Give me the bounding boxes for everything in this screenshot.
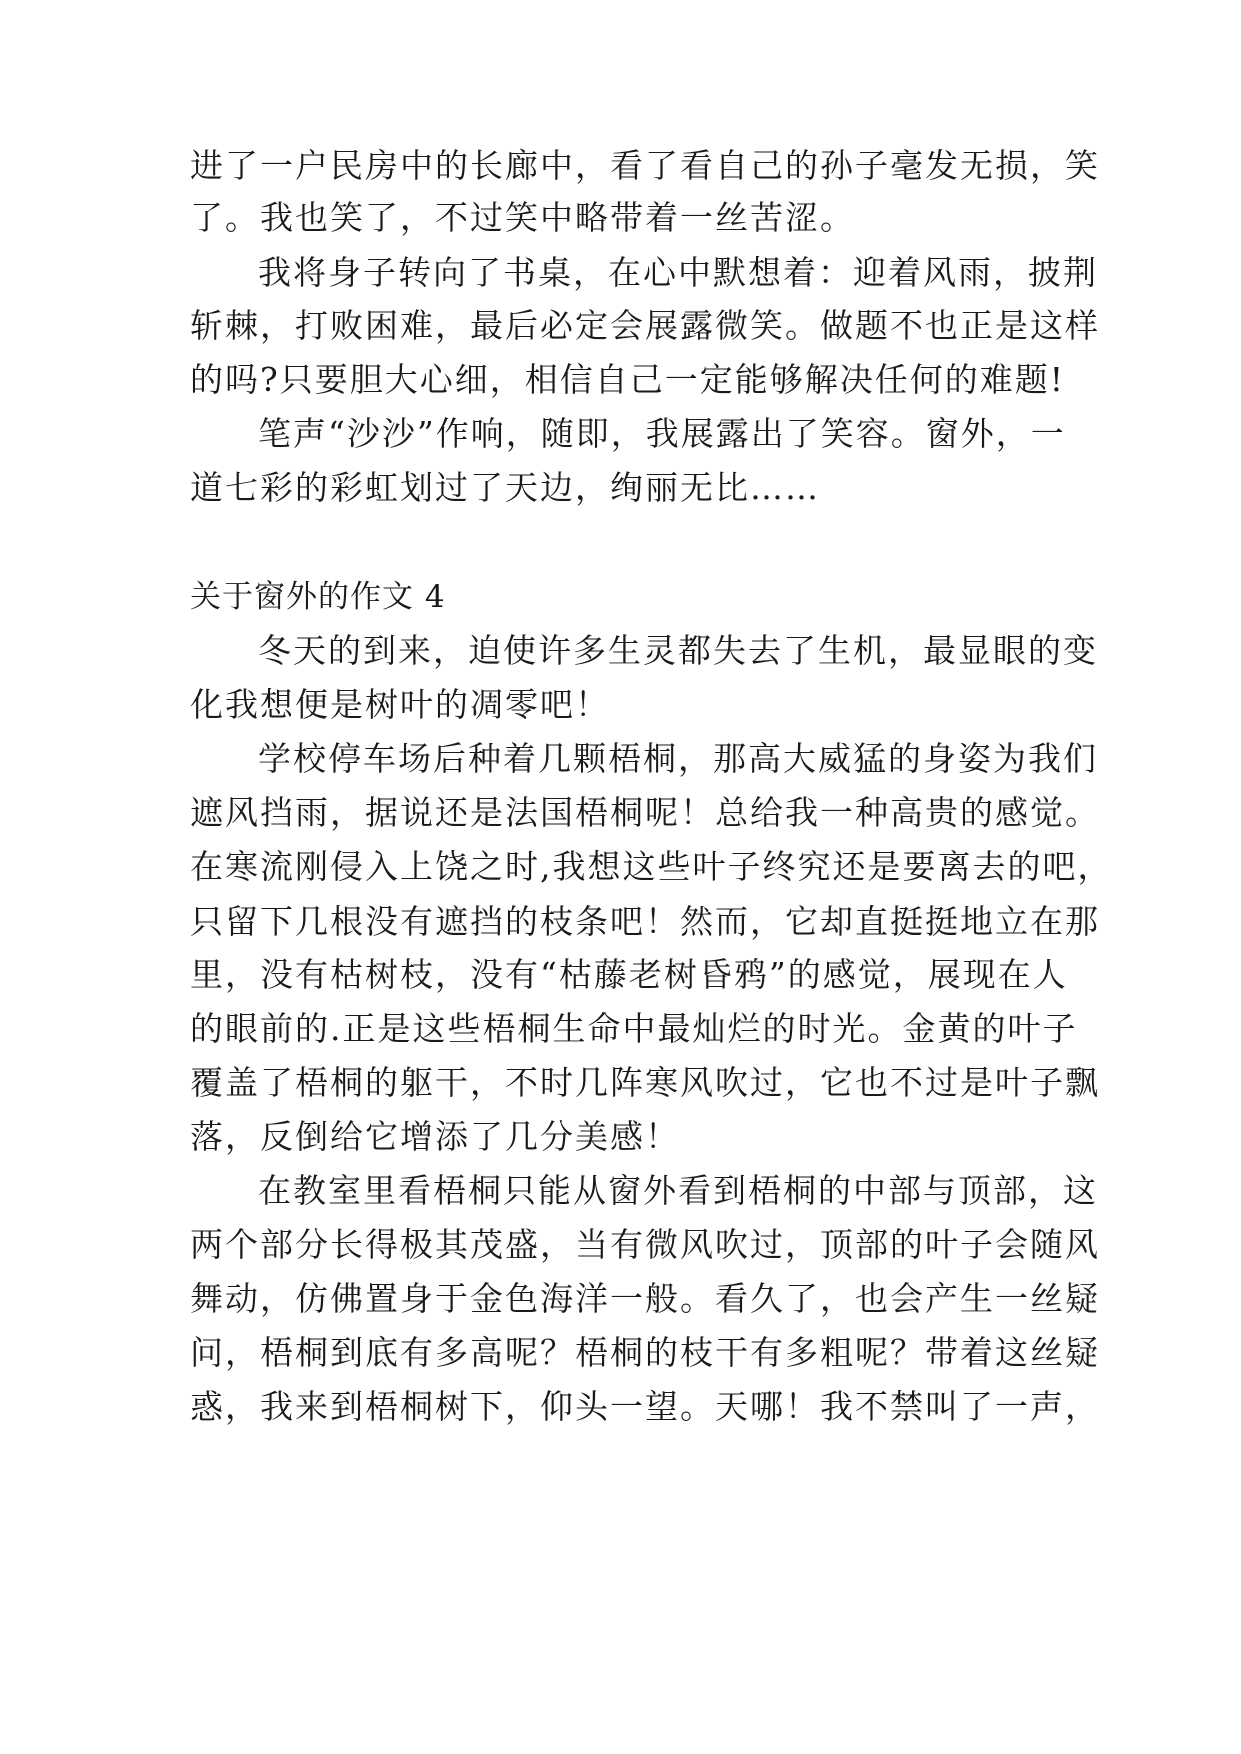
text-line: 问，梧桐到底有多高呢？梧桐的枝干有多粗呢？带着这丝疑 <box>190 1333 1100 1372</box>
text-line: 我将身子转向了书桌，在心中默想着：迎着风雨，披荆 <box>258 253 1098 292</box>
text-line: 覆盖了梧桐的躯干，不时几阵寒风吹过，它也不过是叶子飘 <box>190 1063 1100 1102</box>
text-line: 在教室里看梧桐只能从窗外看到梧桐的中部与顶部，这 <box>258 1171 1098 1210</box>
text-line: 化我想便是树叶的凋零吧！ <box>190 685 610 724</box>
text-line: 进了一户民房中的长廊中，看了看自己的孙子毫发无损，笑 <box>190 146 1100 185</box>
text-line: 的吗?只要胆大心细，相信自己一定能够解决任何的难题! <box>190 360 1065 399</box>
text-line: 舞动，仿佛置身于金色海洋一般。看久了，也会产生一丝疑 <box>190 1279 1100 1318</box>
text-line: 遮风挡雨，据说还是法国梧桐呢！总给我一种高贵的感觉。 <box>190 793 1100 832</box>
text-line: 落，反倒给它增添了几分美感！ <box>190 1117 680 1156</box>
text-line: 斩棘，打败困难，最后必定会展露微笑。做题不也正是这样 <box>190 306 1100 345</box>
text-line: 只留下几根没有遮挡的枝条吧！然而，它却直挺挺地立在那 <box>190 902 1100 941</box>
text-line: 的眼前的.正是这些梧桐生命中最灿烂的时光。金黄的叶子 <box>190 1009 1078 1048</box>
text-line: 笔声“沙沙”作响，随即，我展露出了笑容。窗外，一 <box>258 414 1066 453</box>
section-heading: 关于窗外的作文 4 <box>190 579 446 615</box>
text-line: 在寒流刚侵入上饶之时,我想这些叶子终究还是要离去的吧， <box>190 847 1113 886</box>
text-line: 里，没有枯树枝，没有“枯藤老树昏鸦”的感觉，展现在人 <box>190 955 1068 994</box>
text-line: 学校停车场后种着几颗梧桐，那高大威猛的身姿为我们 <box>258 739 1098 778</box>
text-line: 两个部分长得极其茂盛，当有微风吹过，顶部的叶子会随风 <box>190 1225 1100 1264</box>
text-line: 冬天的到来，迫使许多生灵都失去了生机，最显眼的变 <box>258 631 1098 670</box>
text-line: 了。我也笑了，不过笑中略带着一丝苦涩。 <box>190 198 855 237</box>
text-line: 道七彩的彩虹划过了天边，绚丽无比…… <box>190 468 820 507</box>
text-line: 惑，我来到梧桐树下，仰头一望。天哪！我不禁叫了一声， <box>190 1387 1100 1426</box>
